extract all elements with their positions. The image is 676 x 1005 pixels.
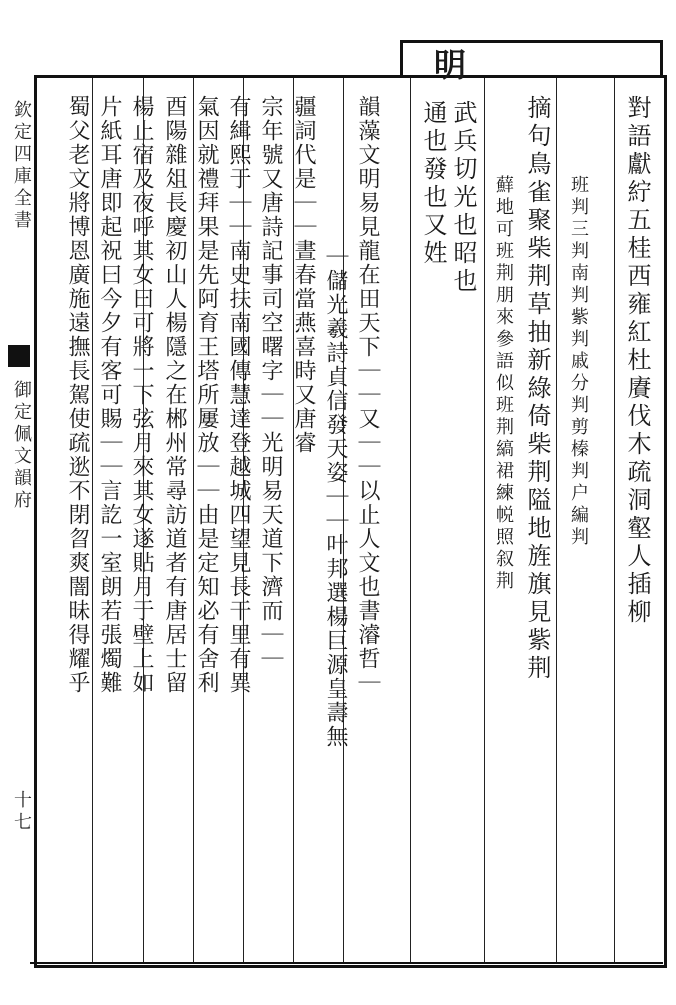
column-rule: [410, 78, 411, 962]
text-column-1: 對語獻紵五桂西雍紅杜賡伐木疏洞壑人插柳: [623, 95, 651, 627]
text-column-3: 摘句鳥雀聚柴荆草抽新綠倚柴荆隘地旌旗見紫荆: [523, 95, 551, 683]
fish-tail-marker: [8, 345, 30, 367]
text-column-13: 酉陽雜俎長慶初山人楊隱之在郴州常尋訪道者有唐居士留: [162, 95, 187, 695]
column-rule: [556, 78, 557, 962]
column-rule: [614, 78, 615, 962]
text-column-4: 蘚地可班荆朋來參語似班荆縞裙練帨照叙荆: [493, 175, 514, 593]
bottom-border: [30, 962, 663, 964]
text-column-16: 蜀父老文將博恩廣施遠撫長駕使疏逖不閉曶爽闇昧得耀乎: [65, 95, 90, 695]
text-column-6: 通也發也又姓: [419, 100, 447, 268]
text-column-14: 楊止宿及夜呼其女曰可將一下弦月來其女遂貼月于壁上如: [129, 95, 154, 695]
page-number: 十七: [11, 790, 32, 834]
text-column-15: 片紙耳唐即起祝曰今夕有客可賜｜｜言訖一室朗若張燭難: [97, 95, 122, 695]
section-title: 御定佩文韻府: [11, 380, 32, 512]
column-rule: [484, 78, 485, 962]
text-column-12: 氣因就禮拜果是先阿育王塔所屢放｜｜由是定知必有舍利: [194, 95, 219, 695]
text-column-5: 武兵切光也昭也: [449, 100, 477, 296]
text-column-2: 班判三判南判紫判戚分判剪榛判户編判: [568, 175, 589, 549]
book-title: 欽定四庫全書: [11, 100, 32, 232]
text-column-11: 有緝熙于｜｜南史扶南國傳慧達登越城四望見長干里有異: [226, 95, 251, 695]
heading-word: 明: [429, 48, 467, 84]
text-column-9: 疆詞代是｜｜晝春當燕喜時又唐睿: [291, 95, 316, 455]
text-column-7: 韻藻文明易見龍在田天下｜｜又｜｜以止人文也書濬哲｜: [355, 95, 380, 695]
text-column-10: 宗年號又唐詩記事司空曙字｜｜光明易天道下濟而｜｜: [258, 95, 283, 671]
text-column-8: ｜儲光羲詩貞信發天姿｜｜叶邦選楊巨源皇壽無: [323, 245, 348, 749]
